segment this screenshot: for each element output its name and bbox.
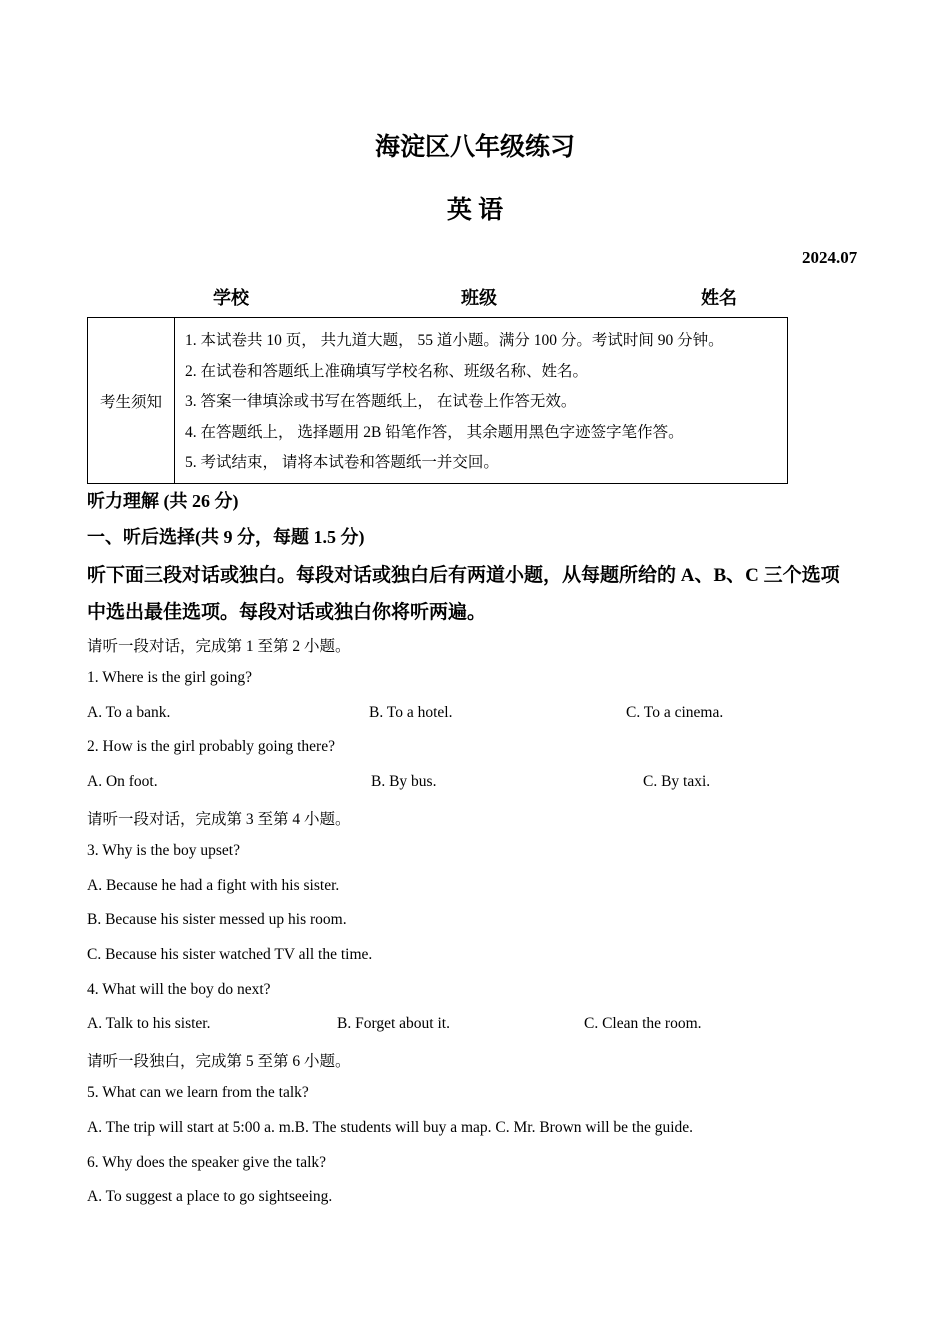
instruction-line-2: 中选出最佳选项。每段对话或独白你将听两遍。 [87,602,487,623]
exam-date: 2024.07 [802,248,858,267]
q3-option-c: C. Because his sister watched TV all the time. [87,946,373,963]
question-6: 6. Why does the speaker give the talk? [87,1154,327,1171]
notice-item: 5. 考试结束， 请将本试卷和答题纸一并交回。 [185,454,499,472]
monologue-intro: 请听一段独白，完成第 5 至第 6 小题。 [87,1053,351,1070]
notice-item: 1. 本试卷共 10 页， 共九道大题， 55 道小题。满分 100 分。考试时间 90 分钟。 [185,332,724,350]
question-1: 1. Where is the girl going? [87,669,253,686]
field-name: 姓名 [701,288,737,308]
q3-option-a: A. Because he had a fight with his sister. [87,877,340,894]
instruction-line-1: 听下面三段对话或独白。每段对话或独白后有两道小题，从每题所给的 A、B、C 三个选项 [87,565,840,586]
exam-title: 海淀区八年级练习 [374,134,575,161]
q5-options: A. The trip will start at 5:00 a. m.B. The students will buy a map. C. Mr. Brown will be the guide. [87,1119,694,1136]
field-class: 班级 [461,288,497,308]
field-school: 学校 [213,288,249,308]
question-2: 2. How is the girl probably going there? [87,738,335,755]
question-4: 4. What will the boy do next? [87,981,271,998]
subject-title: 英 语 [446,197,504,224]
notice-label: 考生须知 [88,318,175,484]
notice-item: 3. 答案一律填涂或书写在答题纸上， 在试卷上作答无效。 [185,393,577,411]
q1-option-a: A. To a bank. [87,704,171,721]
q2-option-c: C. By taxi. [643,773,711,790]
q4-option-a: A. Talk to his sister. [87,1015,211,1032]
notice-item: 4. 在答题纸上， 选择题用 2B 铅笔作答， 其余题用黑色字迹签字笔作答。 [185,423,684,441]
q1-option-b: B. To a hotel. [369,704,453,721]
notice-item: 2. 在试卷和答题纸上准确填写学校名称、班级名称、姓名。 [185,362,589,380]
q6-option-a: A. To suggest a place to go sightseeing. [87,1188,333,1205]
q4-option-c: C. Clean the room. [584,1015,702,1032]
q2-option-b: B. By bus. [371,773,437,790]
q4-option-b: B. Forget about it. [337,1015,450,1032]
question-3: 3. Why is the boy upset? [87,842,240,859]
part-title: 一、听后选择(共 9 分，每题 1.5 分) [87,527,365,547]
notice-items [175,318,788,484]
question-5: 5. What can we learn from the talk? [87,1084,309,1101]
q1-option-c: C. To a cinema. [626,704,724,721]
dialogue-intro-1: 请听一段对话，完成第 1 至第 2 小题。 [87,638,351,655]
section-title: 听力理解 (共 26 分) [87,491,239,511]
dialogue-intro-2: 请听一段对话，完成第 3 至第 4 小题。 [87,811,351,828]
exam-notice-table [87,317,788,484]
q2-option-a: A. On foot. [87,773,158,790]
q3-option-b: B. Because his sister messed up his room. [87,911,347,928]
